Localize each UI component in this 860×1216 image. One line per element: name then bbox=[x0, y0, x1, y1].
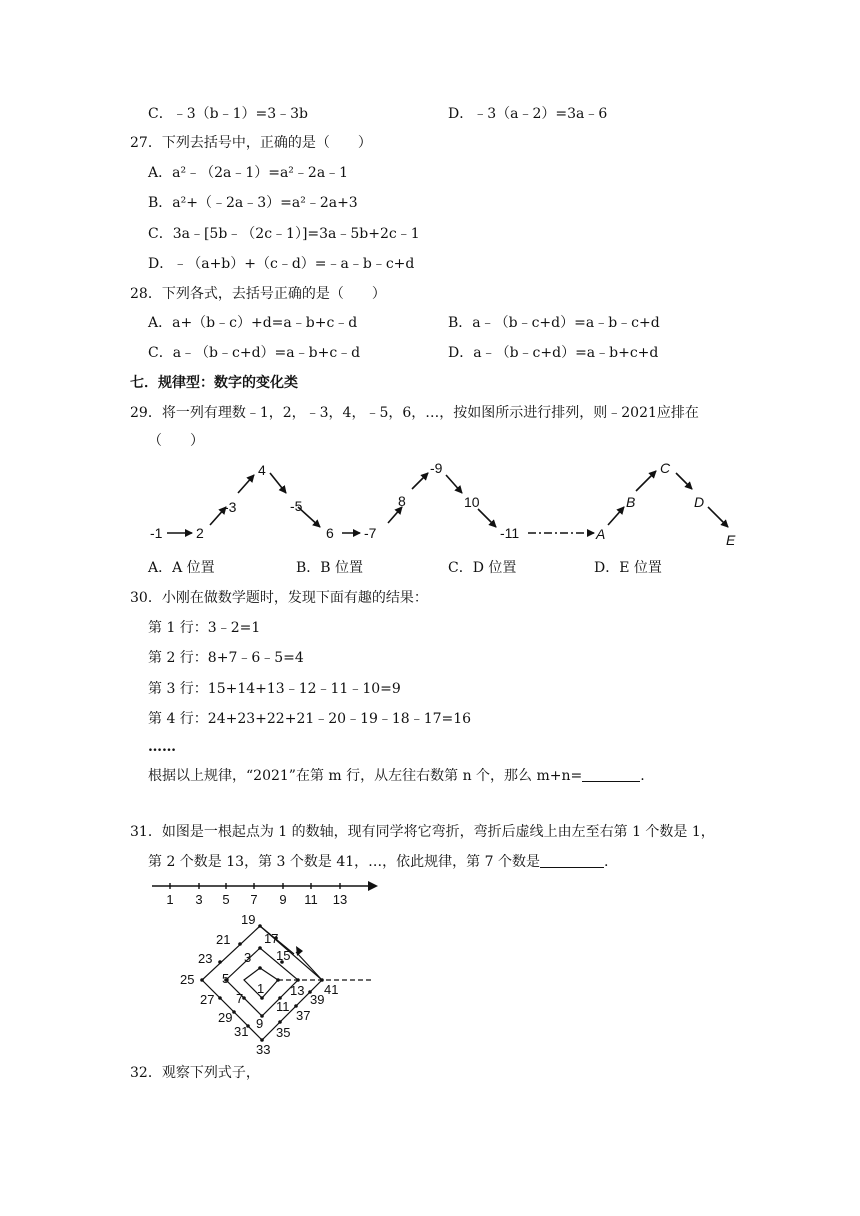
q31-answer-blank[interactable] bbox=[540, 853, 604, 868]
fig29-label-4: 4 bbox=[258, 462, 266, 478]
diamond-label-1: 1 bbox=[257, 981, 265, 996]
axis-label-9: 9 bbox=[279, 892, 287, 907]
q32-stem: 32．观察下列式子， bbox=[130, 1065, 260, 1081]
diamond-label-7: 7 bbox=[236, 991, 244, 1006]
diamond-label-39: 39 bbox=[310, 992, 325, 1007]
diamond-label-3: 3 bbox=[244, 950, 252, 965]
q30-question bbox=[148, 767, 645, 785]
q31-stem-line1: 31．如图是一根起点为 1 的数轴，现有同学将它弯折，弯折后虚线上由左至右第 1 个数是 1， bbox=[130, 824, 715, 840]
q26-option-d: D．﹣3（a﹣2）=3a﹣6 bbox=[448, 106, 608, 122]
q30-question-text: 根据以上规律，“2021”在第 m 行，从左往右数第 n 个，那么 m+n= bbox=[148, 768, 583, 784]
q31-stem-line2 bbox=[148, 853, 608, 871]
q31-stem-end: . bbox=[603, 854, 609, 870]
q27-option-d: D．﹣（a+b）+（c﹣d）=﹣a﹣b﹣c+d bbox=[148, 256, 415, 272]
axis-label-13: 13 bbox=[332, 892, 348, 907]
fig29-label-E: E bbox=[726, 532, 736, 548]
fig29-label-10: 10 bbox=[464, 494, 480, 510]
diamond-label-35: 35 bbox=[276, 1025, 291, 1040]
q31-stem-line2-text: 第 2 个数是 13，第 3 个数是 41，…，依此规律，第 7 个数是 bbox=[148, 854, 540, 870]
q31-number-line bbox=[148, 876, 380, 908]
q30-answer-blank[interactable] bbox=[582, 767, 640, 782]
q30-stem: 30．小刚在做数学题时，发现下面有趣的结果： bbox=[130, 590, 428, 606]
q30-question-end: . bbox=[640, 768, 645, 784]
q28-option-c: C．a﹣（b﹣c+d）=a﹣b+c﹣d bbox=[148, 345, 361, 361]
diamond-label-11: 11 bbox=[276, 999, 290, 1014]
q30-row-4: 第 4 行：24+23+22+21﹣20﹣19﹣18﹣17=16 bbox=[148, 711, 472, 727]
diamond-label-9: 9 bbox=[256, 1016, 264, 1031]
q28-option-d: D．a﹣（b﹣c+d）=a﹣b+c+d bbox=[448, 345, 659, 361]
fig29-label-C: C bbox=[660, 460, 671, 476]
fig29-label-2: 2 bbox=[196, 525, 204, 541]
q27-option-b: B．a²+（﹣2a﹣3）=a²﹣2a+3 bbox=[148, 195, 358, 211]
fig29-label-B: B bbox=[626, 494, 636, 510]
diamond-label-23: 23 bbox=[198, 951, 213, 966]
axis-label-1: 1 bbox=[166, 892, 174, 907]
fig29-label-neg7: -7 bbox=[364, 525, 377, 541]
q28-option-a: A．a+（b﹣c）+d=a﹣b+c﹣d bbox=[148, 315, 358, 331]
diamond-label-41: 41 bbox=[324, 982, 339, 997]
diamond-label-13: 13 bbox=[290, 983, 305, 998]
fig29-label-A: A bbox=[596, 526, 606, 542]
q27-stem: 27．下列去括号中，正确的是（ ） bbox=[130, 135, 372, 151]
q29-zigzag-figure bbox=[140, 455, 760, 555]
diamond-label-15: 15 bbox=[276, 948, 291, 963]
q27-option-a: A．a²﹣（2a﹣1）=a²﹣2a﹣1 bbox=[148, 165, 349, 181]
section-heading: 七．规律型：数字的变化类 bbox=[130, 375, 298, 391]
diamond-label-5: 5 bbox=[222, 971, 230, 986]
q29-option-c: C．D 位置 bbox=[448, 560, 517, 576]
q30-row-3: 第 3 行：15+14+13﹣12﹣11﹣10=9 bbox=[148, 681, 401, 697]
q29-stem-line1: 29．将一列有理数﹣1，2，﹣3，4，﹣5，6，…，按如图所示进行排列，则﹣2021应排在 bbox=[130, 405, 699, 421]
fig29-label-neg1: -1 bbox=[150, 525, 163, 541]
diamond-label-27: 27 bbox=[200, 992, 215, 1007]
q28-option-b: B．a﹣（b﹣c+d）=a﹣b﹣c+d bbox=[448, 315, 660, 331]
axis-label-11: 11 bbox=[304, 892, 318, 907]
q28-stem: 28．下列各式，去括号正确的是（ ） bbox=[130, 286, 386, 302]
fig29-label-neg5: -5 bbox=[290, 498, 303, 514]
diamond-label-17: 17 bbox=[264, 931, 279, 946]
fig29-label-neg9: -9 bbox=[430, 460, 443, 476]
diamond-label-21: 21 bbox=[216, 932, 231, 947]
diamond-label-25: 25 bbox=[180, 972, 195, 987]
diamond-label-29: 29 bbox=[218, 1010, 233, 1025]
diamond-label-19: 19 bbox=[241, 912, 256, 927]
diamond-label-33: 33 bbox=[256, 1042, 271, 1057]
diamond-label-31: 31 bbox=[234, 1024, 249, 1039]
axis-label-7: 7 bbox=[250, 892, 258, 907]
fig29-label-6: 6 bbox=[326, 525, 334, 541]
axis-label-3: 3 bbox=[195, 892, 203, 907]
q30-row-2: 第 2 行：8+7﹣6﹣5=4 bbox=[148, 650, 304, 666]
q27-option-c: C．3a﹣[5b﹣（2c﹣1）]=3a﹣5b+2c﹣1 bbox=[148, 226, 420, 242]
fig29-label-neg11: -11 bbox=[500, 525, 520, 541]
fig29-label-D: D bbox=[694, 494, 705, 510]
fig29-label-neg3: -3 bbox=[224, 499, 237, 515]
q31-folded-diamond bbox=[172, 912, 382, 1060]
q29-option-b: B．B 位置 bbox=[296, 560, 364, 576]
q29-stem-line2: （ ） bbox=[148, 433, 204, 449]
q30-ellipsis: …… bbox=[148, 739, 176, 755]
axis-label-5: 5 bbox=[222, 892, 230, 907]
q29-option-a: A．A 位置 bbox=[148, 560, 215, 576]
q30-row-1: 第 1 行：3﹣2=1 bbox=[148, 620, 261, 636]
q29-option-d: D．E 位置 bbox=[594, 560, 662, 576]
diamond-label-37: 37 bbox=[296, 1008, 311, 1023]
fig29-label-8: 8 bbox=[398, 493, 406, 509]
q26-option-c: C．﹣3（b﹣1）=3﹣3b bbox=[148, 106, 308, 122]
